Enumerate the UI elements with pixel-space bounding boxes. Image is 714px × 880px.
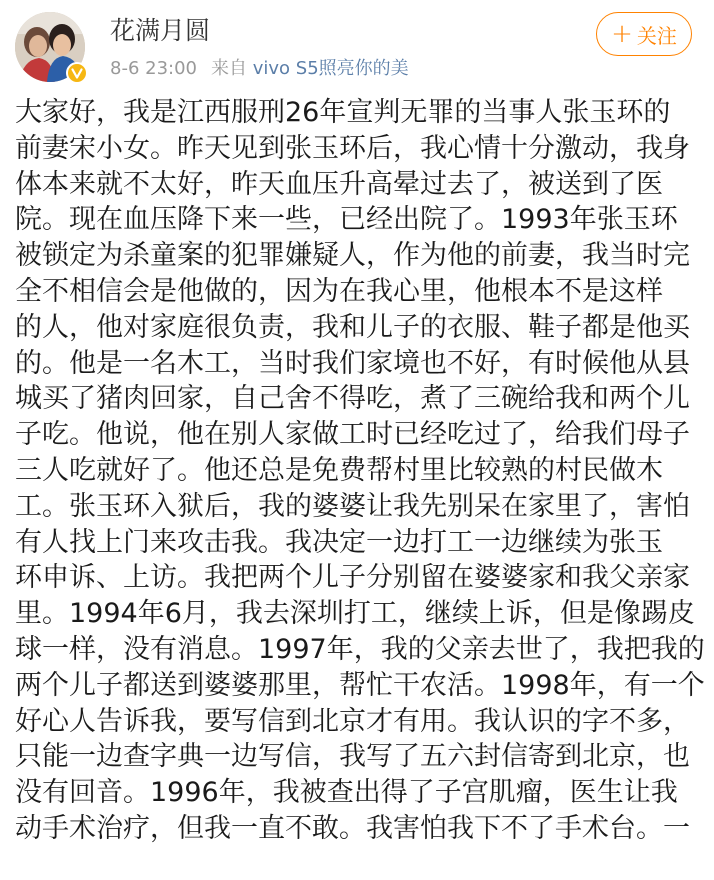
post-text-line: 工。张玉环入狱后，我的婆婆让我先别呆在家里了，害怕 <box>15 490 690 522</box>
post-text-line: 的人，他对家庭很负责，我和儿子的衣服、鞋子都是他买 <box>15 311 690 343</box>
post-text-line: 两个儿子都送到婆婆那里，帮忙干农活。1998年，有一个 <box>15 669 705 701</box>
post-text-line: 的。他是一名木工，当时我们家境也不好，有时候他从县 <box>15 347 690 379</box>
post-text-line: 城买了猪肉回家，自己舍不得吃，煮了三碗给我和两个儿 <box>15 383 690 415</box>
post-text-line: 被锁定为杀童案的犯罪嫌疑人，作为他的前妻，我当时完 <box>15 240 690 272</box>
post-text-line: 动手术治疗，但我一直不敢。我害怕我下不了手术台。一 <box>15 812 690 844</box>
post-text-line: 前妻宋小女。昨天见到张玉环后，我心情十分激动，我身 <box>15 132 690 164</box>
verified-badge-icon <box>66 62 88 84</box>
post-text-line: 体本来就不太好，昨天血压升高晕过去了，被送到了医 <box>15 168 663 200</box>
post-text-line: 没有回音。1996年，我被查出得了子宫肌瘤，医生让我 <box>15 777 678 809</box>
post-text-line: 三人吃就好了。他还总是免费帮村里比较熟的村民做木 <box>15 454 663 486</box>
source-device-link[interactable]: vivo S5照亮你的美 <box>252 58 409 79</box>
follow-label: 关注 <box>636 23 677 48</box>
follow-button[interactable] <box>596 12 692 56</box>
post-text-line: 好心人告诉我，要写信到北京才有用。我认识的字不多， <box>15 705 690 737</box>
username[interactable]: 花满月圆 <box>110 16 211 45</box>
post-text-line: 只能一边查字典一边写信，我写了五六封信寄到北京，也 <box>15 741 690 773</box>
source-prefix: 来自 <box>211 58 247 79</box>
post-text-line: 院。现在血压降下来一些，已经出院了。1993年张玉环 <box>15 204 678 236</box>
post-text-line: 全不相信会是他做的，因为在我心里，他根本不是这样 <box>15 275 663 307</box>
post-text-line: 环申诉、上访。我把两个儿子分别留在婆婆家和我父亲家 <box>15 562 690 594</box>
post-text-line: 里。1994年6月，我去深圳打工，继续上诉，但是像踢皮 <box>15 598 695 630</box>
post-time: 8-6 23:00 <box>110 58 197 79</box>
post-meta <box>110 56 409 82</box>
post-text <box>15 95 705 847</box>
post-text-line: 球一样，没有消息。1997年，我的父亲去世了，我把我的 <box>15 633 705 665</box>
post-text-line: 有人找上门来攻击我。我决定一边打工一边继续为张玉 <box>15 526 663 558</box>
post-text-line: 大家好，我是江西服刑26年宣判无罪的当事人张玉环的 <box>15 97 671 128</box>
post-header <box>0 0 714 95</box>
post-text-line: 子吃。他说，他在别人家做工时已经吃过了，给我们母子 <box>15 419 690 451</box>
plus-icon: + <box>611 19 633 49</box>
